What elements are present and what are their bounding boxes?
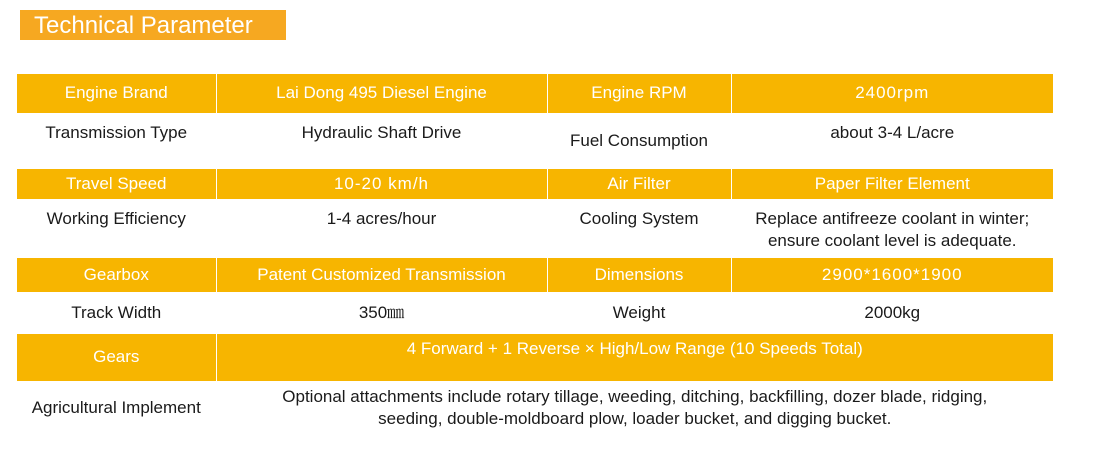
param-value: 1-4 acres/hour [216, 199, 547, 257]
param-label: Working Efficiency [17, 199, 216, 257]
param-label: Transmission Type [17, 113, 216, 168]
param-label: Gearbox [17, 257, 216, 292]
table-row [17, 333, 1053, 381]
table-row [17, 381, 1053, 435]
table-row [17, 292, 1053, 333]
param-label: Dimensions [547, 257, 731, 292]
param-value: 2000kg [731, 292, 1053, 333]
param-value: Lai Dong 495 Diesel Engine [216, 74, 547, 113]
param-label: Weight [547, 292, 731, 333]
param-label: Engine RPM [547, 74, 731, 113]
param-label: Track Width [17, 292, 216, 333]
param-value: Optional attachments include rotary tillage, weeding, ditching, backfilling, dozer blade, ridging, seeding, double-moldboard plow, loader bucket, and digging bucket. [216, 381, 1053, 435]
param-value: 4 Forward + 1 Reverse × High/Low Range (10 Speeds Total) [216, 333, 1053, 381]
table-row [17, 199, 1053, 257]
param-label: Engine Brand [17, 74, 216, 113]
param-label: Travel Speed [17, 168, 216, 199]
param-value: Patent Customized Transmission [216, 257, 547, 292]
param-value: Replace antifreeze coolant in winter; ensure coolant level is adequate. [731, 199, 1053, 257]
table-row [17, 113, 1053, 168]
param-value: Paper Filter Element [731, 168, 1053, 199]
param-label: Agricultural Implement [17, 381, 216, 435]
param-label: Air Filter [547, 168, 731, 199]
table-row [17, 257, 1053, 292]
table-row [17, 74, 1053, 113]
param-value: 2400rpm [731, 74, 1053, 113]
param-value: about 3-4 L/acre [731, 113, 1053, 168]
param-value: 2900*1600*1900 [731, 257, 1053, 292]
param-label: Gears [17, 333, 216, 381]
param-label: Cooling System [547, 199, 731, 257]
param-value: Hydraulic Shaft Drive [216, 113, 547, 168]
table-row [17, 168, 1053, 199]
section-title: Technical Parameter [20, 10, 286, 40]
param-value: 10-20 km/h [216, 168, 547, 199]
param-label: Fuel Consumption [547, 113, 731, 168]
spec-table [17, 74, 1053, 436]
param-value: 350㎜ [216, 292, 547, 333]
